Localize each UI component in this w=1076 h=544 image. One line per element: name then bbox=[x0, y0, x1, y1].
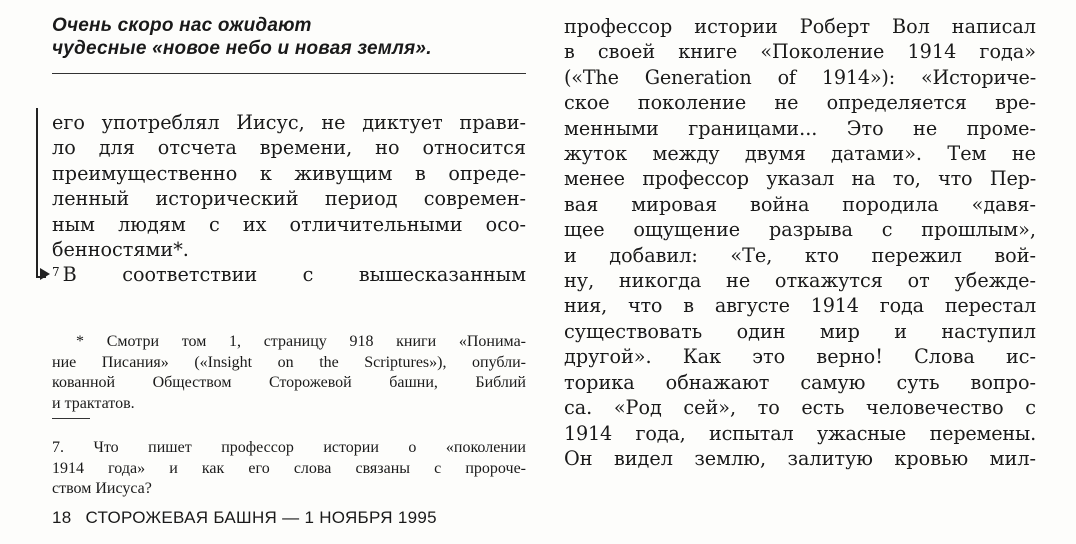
question-line: 7. Что пишет профессор истории о «поколении bbox=[52, 439, 526, 456]
left-column bbox=[52, 14, 526, 497]
footnote-line: ние Писания» («Insight on the Scriptures»), опубли- bbox=[52, 353, 526, 371]
question-line: ством Иисуса? bbox=[52, 480, 152, 497]
text-line: бенностями*. bbox=[52, 238, 189, 262]
text-line: преимущественно к живущим в опреде- bbox=[52, 161, 526, 185]
paragraph-marker-bracket bbox=[36, 108, 46, 278]
footnote-line: * Смотри том 1, страницу 918 книги «Понима- bbox=[76, 333, 526, 350]
text-line: и добавил: «Те, кто пережил вой- bbox=[564, 243, 1036, 267]
question-rule bbox=[52, 418, 90, 419]
footnote-line: и трактатов. bbox=[52, 394, 135, 412]
paragraph-number: 7 bbox=[52, 265, 60, 280]
text-line: ское поколение не определяется вре- bbox=[564, 91, 1036, 115]
text-line: ния, что в августе 1914 года перестал bbox=[564, 294, 1036, 318]
text-line: са. «Род сей», то есть человечество с bbox=[564, 396, 1036, 420]
text-line: жуток между двумя датами». Тем не bbox=[564, 142, 1036, 166]
text-line: ным людям с их отличительными осо- bbox=[52, 212, 526, 236]
study-question bbox=[52, 438, 526, 500]
text-line: существовать один мир и наступил bbox=[564, 319, 1036, 343]
text-line: ленный исторический период современ- bbox=[52, 187, 526, 211]
arrow-marker-icon bbox=[40, 268, 50, 280]
text-line: торика обнажают самую суть вопро- bbox=[564, 370, 1036, 394]
paragraph-7-start bbox=[52, 262, 526, 287]
text-line: («The Generation of 1914»): «Историче- bbox=[564, 65, 1036, 89]
text-line: его употреблял Иисус, не диктует прави- bbox=[52, 111, 526, 134]
text-line: ну, никогда не откажутся от убежде- bbox=[564, 269, 1036, 293]
footnote-line: кованной Обществом Сторожевой башни, Библий bbox=[52, 374, 526, 391]
text-line: 1914 года, испытал ужасные перемены. bbox=[564, 421, 1036, 445]
text-line: менее профессор указал на то, что Пер- bbox=[564, 167, 1036, 191]
text-line: щее ощущение разрыва с прошлым», bbox=[564, 218, 1036, 242]
right-column bbox=[564, 14, 1036, 471]
footer-title: СТОРОЖЕВАЯ БАШНЯ — 1 НОЯБРЯ 1995 bbox=[85, 508, 437, 527]
footnote bbox=[52, 332, 526, 414]
page-footer bbox=[52, 508, 437, 528]
text-line: вая мировая война породила «давя- bbox=[564, 192, 1036, 216]
paragraph-7-text: В соответствии с вышесказанным bbox=[62, 263, 526, 287]
text-line: ло для отсчета времени, но относится bbox=[52, 136, 526, 160]
pull-quote-rule bbox=[52, 73, 526, 74]
right-body-text bbox=[564, 14, 1036, 471]
page-number: 18 bbox=[52, 508, 72, 527]
question-line: 1914 года» и как его слова связаны с пророче- bbox=[52, 459, 526, 477]
text-line: профессор истории Роберт Вол написал bbox=[564, 15, 1036, 38]
text-line: Он видел землю, залитую кровью мил- bbox=[564, 446, 1036, 470]
pull-quote-line: чудесные «новое небо и новая земля». bbox=[52, 38, 432, 59]
pull-quote bbox=[52, 14, 526, 64]
pull-quote-line: Очень скоро нас ожидают bbox=[52, 15, 312, 36]
text-line: менными границами... Это не проме- bbox=[564, 116, 1036, 140]
text-line: в своей книге «Поколение 1914 года» bbox=[564, 40, 1036, 64]
left-body-text bbox=[52, 110, 526, 288]
text-line: другой». Как это верно! Слова ис- bbox=[564, 345, 1036, 369]
